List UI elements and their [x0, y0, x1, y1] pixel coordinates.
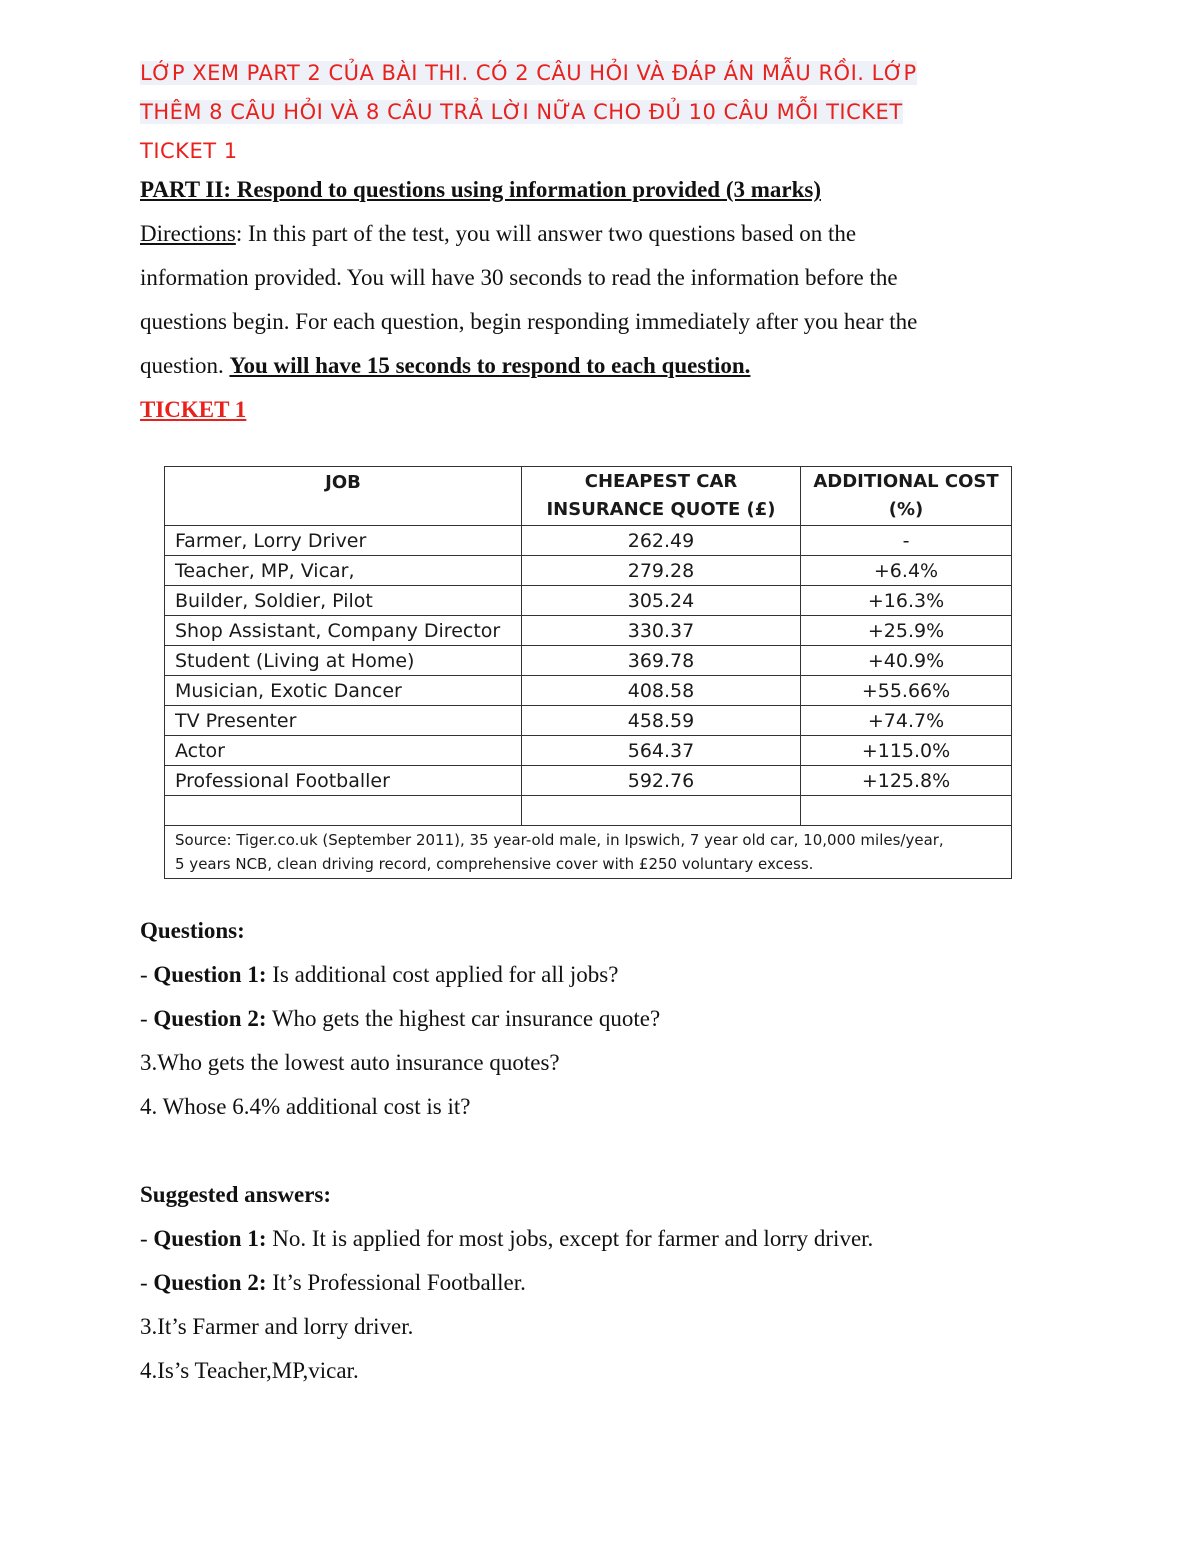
cell-quote: 564.37 — [522, 736, 801, 766]
question-2: - Question 2: Who gets the highest car insurance quote? — [140, 1006, 661, 1031]
table-header-row — [165, 467, 1012, 526]
cell-cost: +55.66% — [801, 676, 1012, 706]
table-row — [165, 556, 1012, 586]
notice-line-1: LỚP XEM PART 2 CỦA BÀI THI. CÓ 2 CÂU HỎI VÀ ĐÁP ÁN MẪU RỒI. LỚP — [140, 61, 917, 85]
cell-cost: +25.9% — [801, 616, 1012, 646]
cell-quote: 330.37 — [522, 616, 801, 646]
table-row — [165, 796, 1012, 826]
cell-job — [165, 796, 522, 826]
cell-cost: +40.9% — [801, 646, 1012, 676]
cell-job: TV Presenter — [165, 706, 522, 736]
cell-job: Professional Footballer — [165, 766, 522, 796]
answers-section — [140, 1173, 1040, 1393]
answer-4: 4.Is’s Teacher,MP,vicar. — [140, 1358, 359, 1383]
table-row — [165, 646, 1012, 676]
cell-quote: 279.28 — [522, 556, 801, 586]
cell-quote: 408.58 — [522, 676, 801, 706]
header-job: JOB — [165, 467, 522, 526]
ticket-title: TICKET 1 — [140, 397, 247, 422]
part-section — [140, 168, 1040, 432]
cell-quote: 305.24 — [522, 586, 801, 616]
cell-quote: 369.78 — [522, 646, 801, 676]
table-row — [165, 526, 1012, 556]
cell-cost — [801, 796, 1012, 826]
source-note: Source: Tiger.co.uk (September 2011), 35 year-old male, in Ipswich, 7 year old car, 10,000 miles/year, 5 years NCB, clean driving record, comprehensive cover with £250 voluntary excess. — [165, 826, 1012, 879]
class-notice — [140, 54, 1070, 171]
cell-cost: +125.8% — [801, 766, 1012, 796]
questions-section — [140, 909, 1040, 1129]
cell-job: Actor — [165, 736, 522, 766]
cell-job: Shop Assistant, Company Director — [165, 616, 522, 646]
cell-cost: +115.0% — [801, 736, 1012, 766]
cell-quote: 458.59 — [522, 706, 801, 736]
directions-label: Directions — [140, 221, 236, 246]
cell-job: Student (Living at Home) — [165, 646, 522, 676]
cell-job: Builder, Soldier, Pilot — [165, 586, 522, 616]
question-1: - Question 1: Is additional cost applied for all jobs? — [140, 962, 619, 987]
cell-quote: 262.49 — [522, 526, 801, 556]
notice-line-3: TICKET 1 — [140, 139, 238, 163]
directions-line-2: information provided. You will have 30 seconds to read the information before the — [140, 265, 898, 290]
table-row — [165, 766, 1012, 796]
table-row — [165, 736, 1012, 766]
directions-line-1: Directions: In this part of the test, you will answer two questions based on the — [140, 221, 857, 246]
part-heading: PART II: Respond to questions using information provided (3 marks) — [140, 177, 821, 202]
questions-heading: Questions: — [140, 918, 245, 943]
cell-quote — [522, 796, 801, 826]
cell-cost: - — [801, 526, 1012, 556]
notice-line-2: THÊM 8 CÂU HỎI VÀ 8 CÂU TRẢ LỜI NỮA CHO ĐỦ 10 CÂU MỖI TICKET — [140, 100, 903, 124]
cell-quote: 592.76 — [522, 766, 801, 796]
directions-emphasis: You will have 15 seconds to respond to each question. — [229, 353, 751, 378]
directions-line-3: questions begin. For each question, begin responding immediately after you hear the — [140, 309, 918, 334]
insurance-table — [164, 466, 1012, 879]
question-3: 3.Who gets the lowest auto insurance quotes? — [140, 1050, 560, 1075]
directions-line-4: question. You will have 15 seconds to respond to each question. — [140, 353, 751, 378]
table-row — [165, 676, 1012, 706]
header-cost: ADDITIONAL COST (%) — [801, 467, 1012, 526]
table-body — [165, 526, 1012, 826]
cell-job: Farmer, Lorry Driver — [165, 526, 522, 556]
cell-cost: +16.3% — [801, 586, 1012, 616]
table-row — [165, 616, 1012, 646]
cell-job: Teacher, MP, Vicar, — [165, 556, 522, 586]
header-quote: CHEAPEST CAR INSURANCE QUOTE (£) — [522, 467, 801, 526]
question-4: 4. Whose 6.4% additional cost is it? — [140, 1094, 471, 1119]
cell-cost: +6.4% — [801, 556, 1012, 586]
cell-job: Musician, Exotic Dancer — [165, 676, 522, 706]
source-row — [165, 826, 1012, 879]
table-row — [165, 586, 1012, 616]
cell-cost: +74.7% — [801, 706, 1012, 736]
answer-1: - Question 1: No. It is applied for most jobs, except for farmer and lorry driver. — [140, 1226, 874, 1251]
table-row — [165, 706, 1012, 736]
answer-2: - Question 2: It’s Professional Footballer. — [140, 1270, 526, 1295]
answer-3: 3.It’s Farmer and lorry driver. — [140, 1314, 414, 1339]
answers-heading: Suggested answers: — [140, 1182, 332, 1207]
